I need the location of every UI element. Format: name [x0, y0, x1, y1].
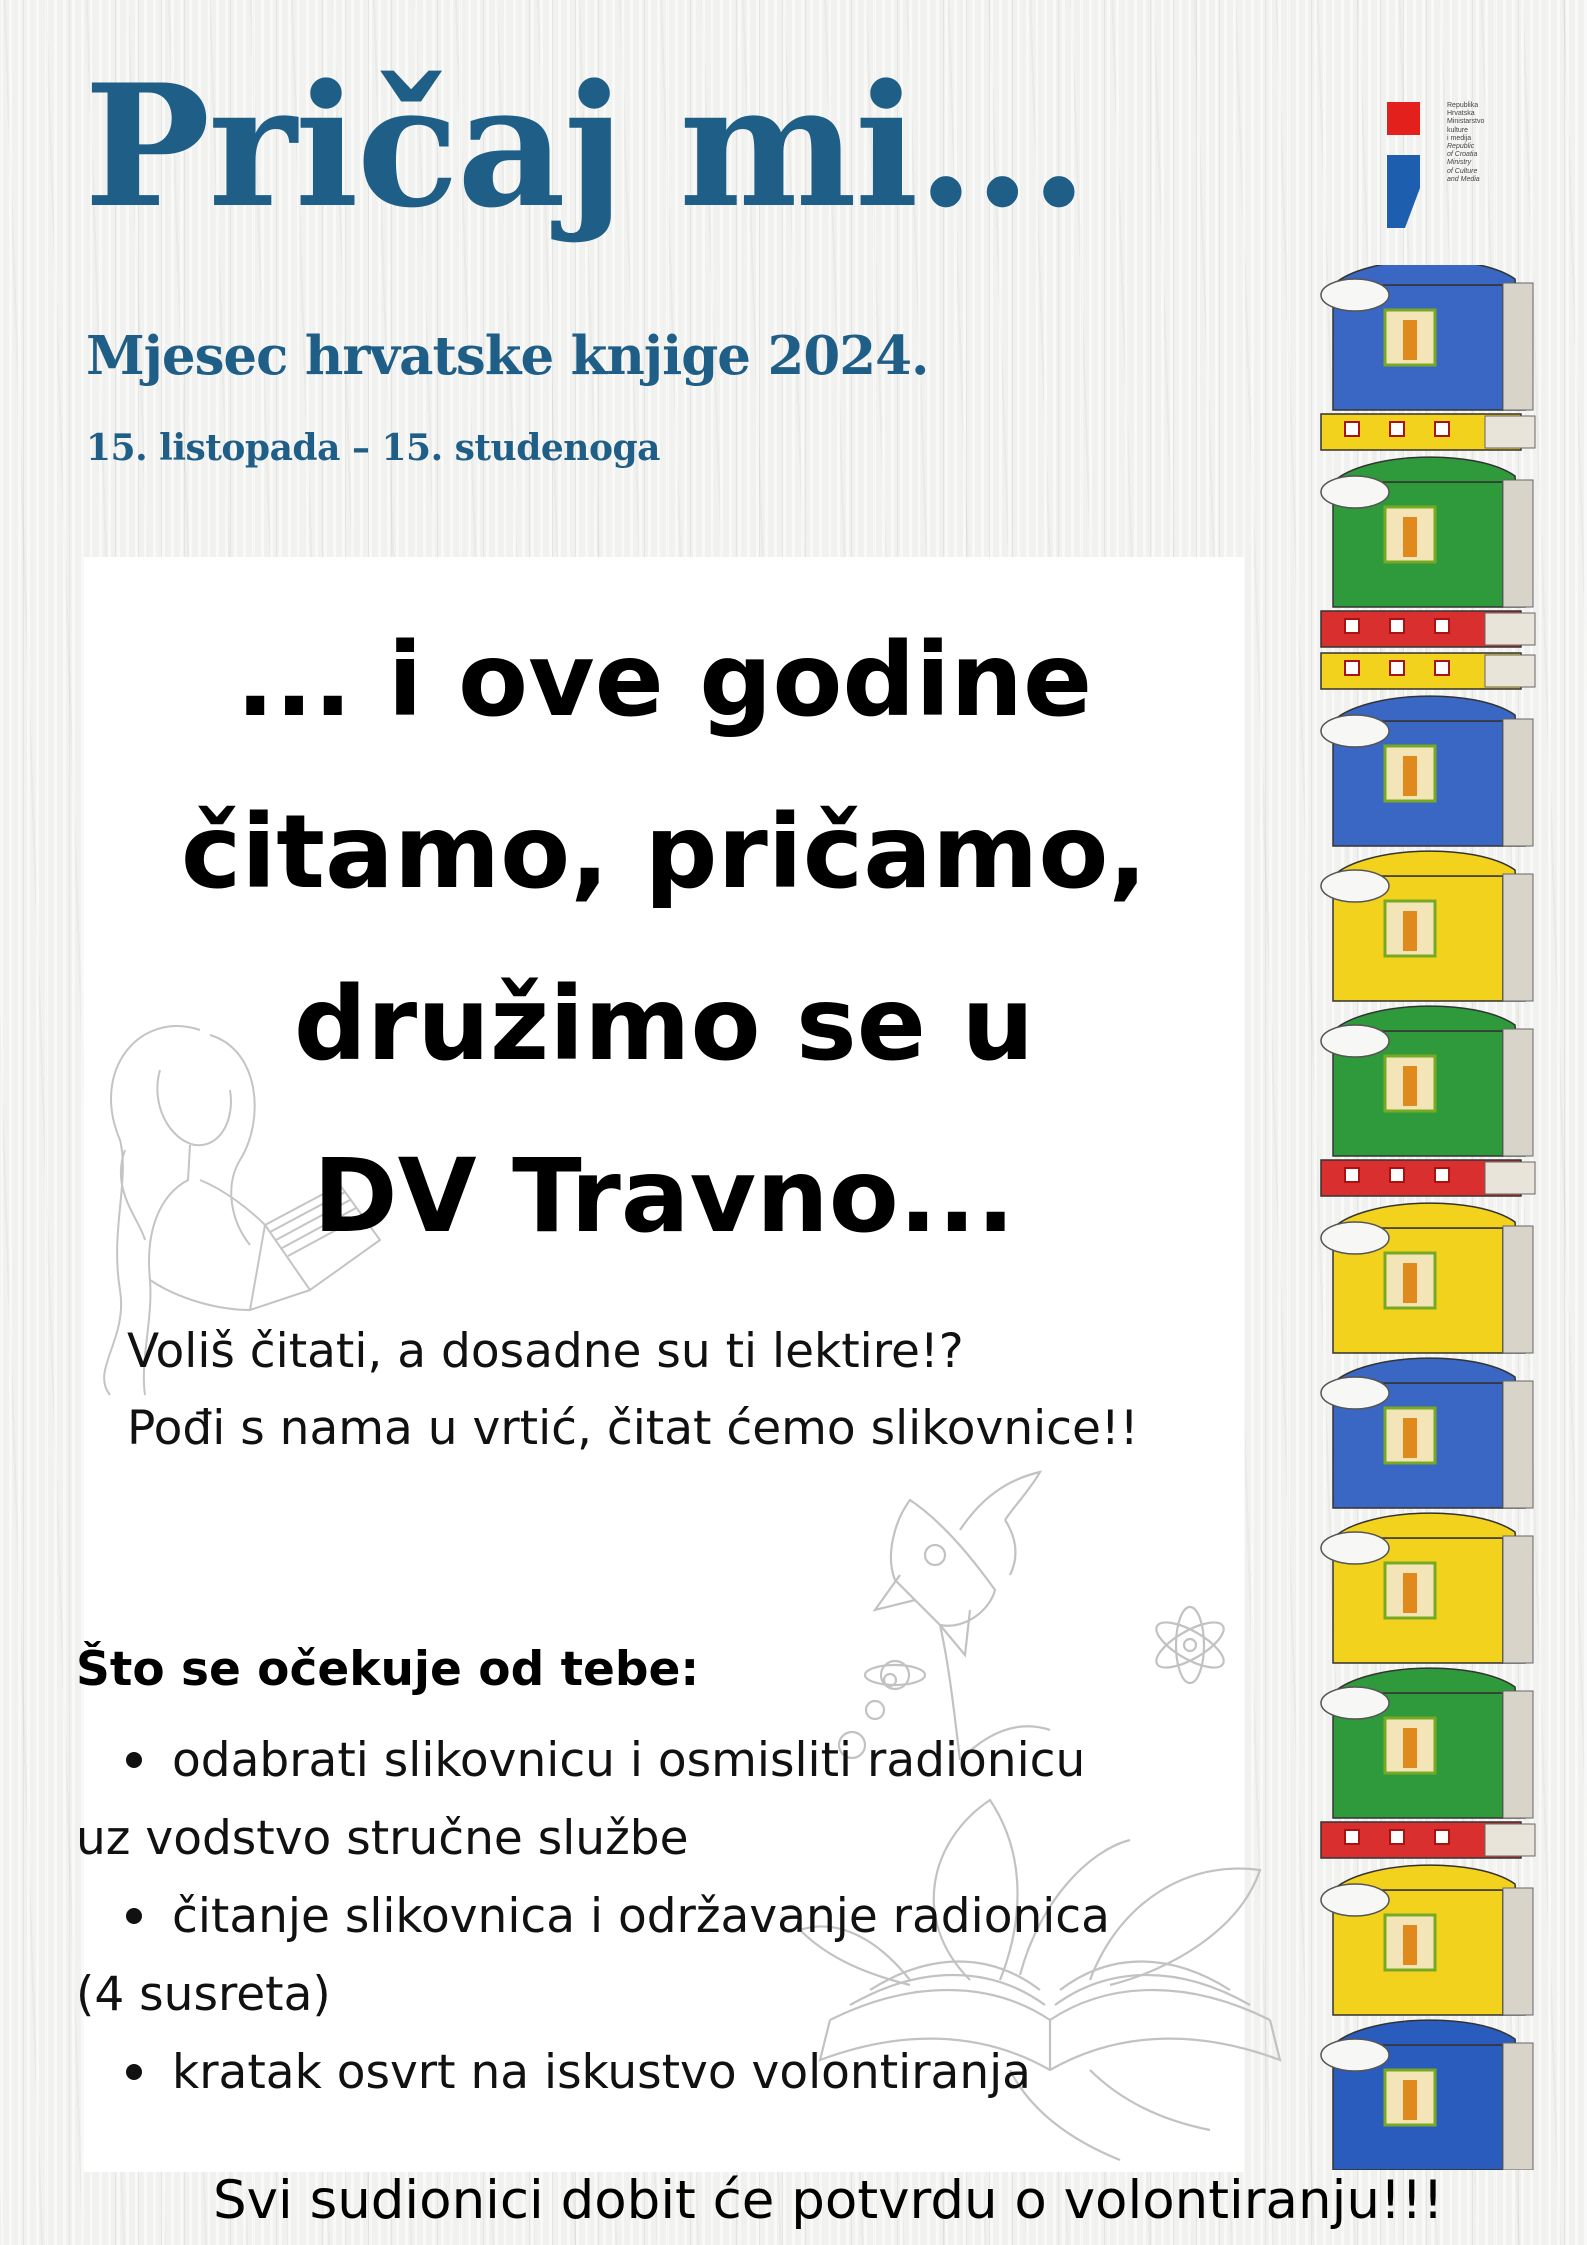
window-icon	[1390, 422, 1404, 436]
bullet-icon	[126, 1752, 142, 1768]
window-icon	[1435, 661, 1449, 675]
window-icon	[1435, 1830, 1449, 1844]
person-in-window-icon	[1403, 2080, 1417, 2120]
book-tower-illustration	[1315, 265, 1555, 2170]
window-icon	[1345, 619, 1359, 633]
book-pages	[1485, 1162, 1535, 1194]
ministry-line: Ministarstvo	[1447, 118, 1485, 126]
book-pages	[1503, 1691, 1533, 1818]
bullet-icon	[126, 1908, 142, 1924]
ministry-line: of Croatia	[1447, 151, 1478, 159]
speech-bubble-icon	[1321, 1025, 1389, 1057]
speech-bubble-icon	[1321, 1222, 1389, 1254]
book-pages	[1503, 1381, 1533, 1508]
ministry-line: kulture	[1447, 126, 1469, 134]
headline-line: ... i ove godine	[235, 621, 1093, 740]
task-text: odabrati slikovnicu i osmisliti radionicu	[172, 1733, 1086, 1788]
window-icon	[1345, 1168, 1359, 1182]
list-item	[76, 1878, 1256, 1956]
task-text: kratak osvrt na iskustvo volontiranja	[172, 2045, 1031, 2100]
speech-bubble-icon	[1321, 715, 1389, 747]
task-continuation: (4 susreta)	[76, 1967, 331, 2022]
person-in-window-icon	[1403, 1263, 1417, 1303]
list-item	[76, 1722, 1256, 1800]
intro-line: Pođi s nama u vrtić, čitat ćemo slikovnice!!	[127, 1401, 1139, 1456]
headline-line: čitamo, pričamo,	[180, 793, 1148, 912]
person-in-window-icon	[1403, 1728, 1417, 1768]
ministry-line: i medija	[1447, 134, 1472, 142]
ministry-line: Republika	[1447, 102, 1479, 109]
window-icon	[1435, 1168, 1449, 1182]
window-icon	[1435, 422, 1449, 436]
person-in-window-icon	[1403, 1925, 1417, 1965]
book-pages	[1503, 1888, 1533, 2015]
main-headline	[84, 595, 1244, 1283]
person-in-window-icon	[1403, 1573, 1417, 1613]
speech-bubble-icon	[1321, 1532, 1389, 1564]
window-icon	[1345, 661, 1359, 675]
ministry-logo	[1385, 100, 1485, 230]
book-pages	[1503, 1226, 1533, 1353]
book-pages	[1485, 613, 1535, 645]
task-text: čitanje slikovnica i održavanje radionica	[172, 1889, 1110, 1944]
ministry-line: Hrvatska	[1447, 110, 1475, 118]
list-item	[76, 2034, 1256, 2112]
window-icon	[1345, 1830, 1359, 1844]
ministry-line: Ministry	[1447, 159, 1472, 167]
bullet-icon	[126, 2064, 142, 2080]
person-in-window-icon	[1403, 1418, 1417, 1458]
window-icon	[1390, 619, 1404, 633]
expectations-heading: Što se očekuje od tebe:	[76, 1642, 700, 1697]
certificate-note: Svi sudionici dobit će potvrdu o volontiranju!!!	[213, 2170, 1444, 2231]
ministry-emblem-icon	[1385, 100, 1423, 230]
event-subtitle: Mjesec hrvatske knjige 2024.	[86, 325, 929, 387]
intro-line: Voliš čitati, a dosadne su ti lektire!?	[127, 1324, 964, 1379]
ministry-line: Republic	[1447, 143, 1475, 151]
book-pages	[1503, 283, 1533, 410]
person-in-window-icon	[1403, 517, 1417, 557]
book-pages	[1485, 416, 1535, 448]
window-icon	[1390, 1168, 1404, 1182]
window-icon	[1390, 1830, 1404, 1844]
book-pages	[1503, 1029, 1533, 1156]
person-in-window-icon	[1403, 1066, 1417, 1106]
speech-bubble-icon	[1321, 1377, 1389, 1409]
speech-bubble-icon	[1321, 1687, 1389, 1719]
book-pages	[1485, 655, 1535, 687]
book-pages	[1503, 1536, 1533, 1663]
headline-line: družimo se u	[293, 965, 1035, 1084]
headline-line: DV Travno...	[312, 1137, 1016, 1256]
window-icon	[1390, 661, 1404, 675]
poster-title: Pričaj mi...	[84, 47, 1087, 245]
book-pages	[1503, 480, 1533, 607]
ministry-line: and Media	[1447, 175, 1480, 183]
ministry-line: of Culture	[1447, 167, 1478, 175]
speech-bubble-icon	[1321, 476, 1389, 508]
speech-bubble-icon	[1321, 870, 1389, 902]
window-icon	[1435, 619, 1449, 633]
book-pages	[1503, 719, 1533, 846]
ministry-text	[1447, 102, 1495, 184]
intro-text	[127, 1313, 1139, 1467]
event-dates: 15. listopada – 15. studenoga	[86, 427, 660, 469]
person-in-window-icon	[1403, 911, 1417, 951]
person-in-window-icon	[1403, 756, 1417, 796]
speech-bubble-icon	[1321, 279, 1389, 311]
book-pages	[1503, 2043, 1533, 2170]
task-list	[76, 1722, 1256, 2112]
window-icon	[1345, 422, 1359, 436]
person-in-window-icon	[1403, 320, 1417, 360]
book-pages	[1485, 1824, 1535, 1856]
speech-bubble-icon	[1321, 2039, 1389, 2071]
speech-bubble-icon	[1321, 1884, 1389, 1916]
task-continuation: uz vodstvo stručne službe	[76, 1811, 689, 1866]
book-pages	[1503, 874, 1533, 1001]
